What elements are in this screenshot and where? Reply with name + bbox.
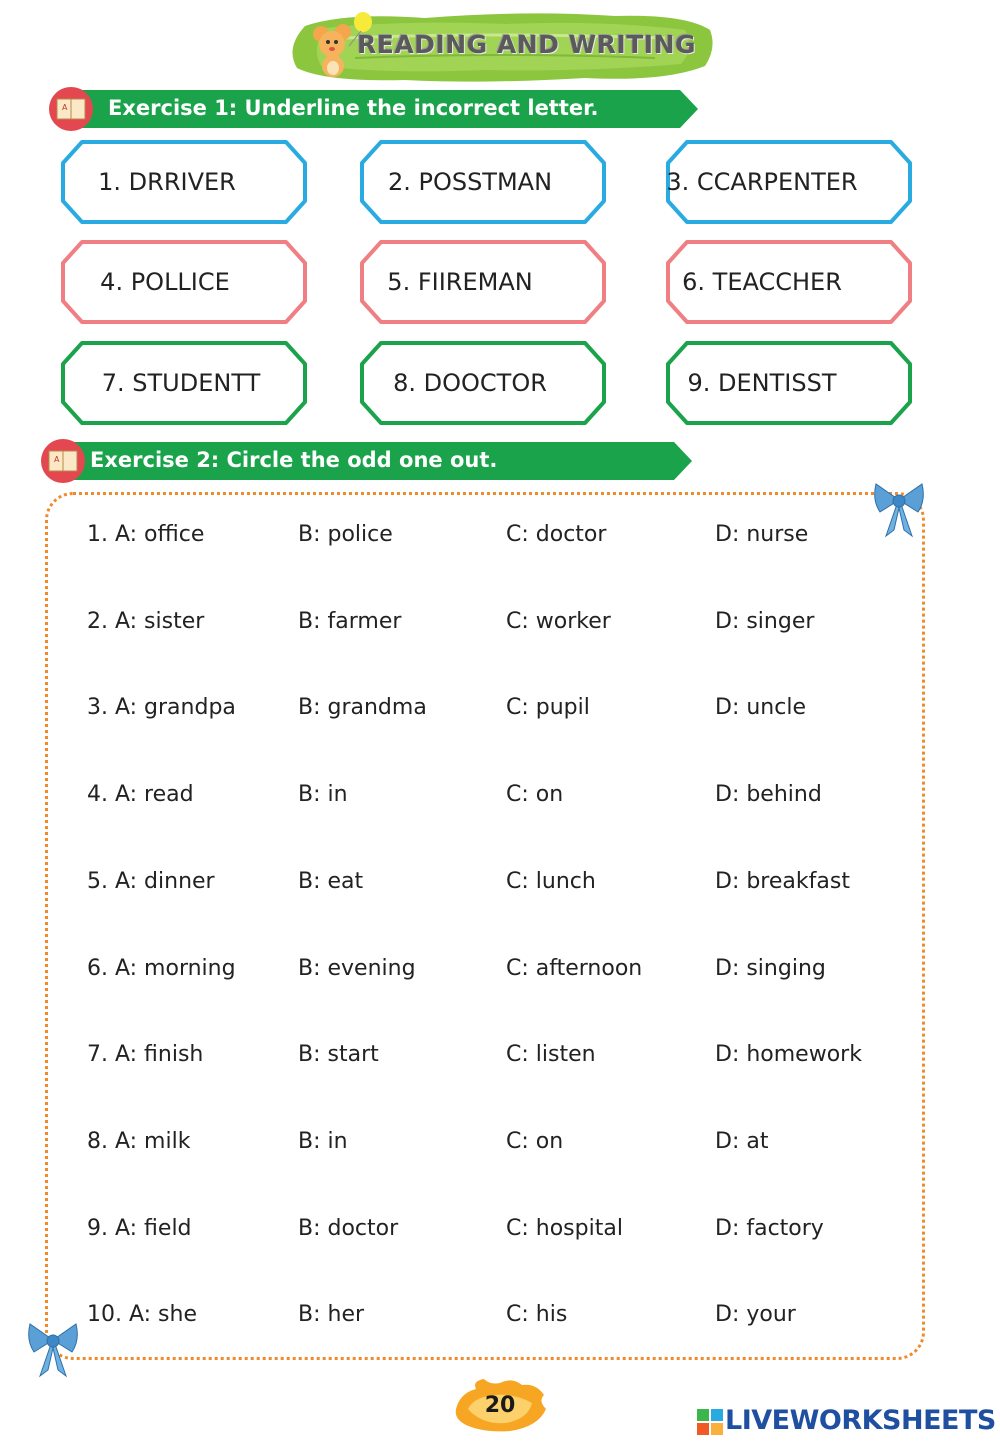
answer-option[interactable]: D: breakfast <box>715 869 850 894</box>
answer-option[interactable]: D: homework <box>715 1042 862 1067</box>
answer-option[interactable]: 10. A: she <box>87 1302 197 1327</box>
word-box[interactable] <box>665 239 913 325</box>
answer-option[interactable]: D: at <box>715 1129 769 1154</box>
word-box[interactable] <box>359 239 607 325</box>
answer-option[interactable]: D: uncle <box>715 695 806 720</box>
word-text: 7. STUDENTT <box>101 369 261 397</box>
answer-option[interactable]: B: doctor <box>298 1216 399 1241</box>
answer-option[interactable]: B: in <box>298 782 348 807</box>
question-row <box>87 782 907 822</box>
word-box[interactable] <box>359 340 607 426</box>
word-box[interactable] <box>60 340 308 426</box>
word-box[interactable] <box>60 239 308 325</box>
answer-option[interactable]: D: singer <box>715 609 815 634</box>
page-title: READING AND WRITING <box>357 30 697 59</box>
answer-option[interactable]: C: lunch <box>506 869 596 894</box>
question-row <box>87 695 907 735</box>
answer-option[interactable]: B: in <box>298 1129 348 1154</box>
exercise1-header <box>48 90 700 128</box>
word-box[interactable] <box>359 139 607 225</box>
question-row <box>87 869 907 909</box>
question-row <box>87 956 907 996</box>
word-text: 4. POLLICE <box>100 268 230 296</box>
brand-name: LIVEWORKSHEETS <box>725 1405 996 1436</box>
answer-option[interactable]: 8. A: milk <box>87 1129 191 1154</box>
answer-option[interactable]: D: nurse <box>715 522 809 547</box>
word-box[interactable] <box>60 139 308 225</box>
page-number: 20 <box>484 1392 516 1418</box>
answer-option[interactable]: 4. A: read <box>87 782 194 807</box>
answer-option[interactable]: B: her <box>298 1302 365 1327</box>
answer-option[interactable]: B: police <box>298 522 393 547</box>
answer-option[interactable]: B: farmer <box>298 609 402 634</box>
answer-option[interactable]: C: his <box>506 1302 568 1327</box>
blocks-logo-icon <box>697 1409 723 1435</box>
word-text: 5. FIIREMAN <box>387 268 533 296</box>
answer-option[interactable]: C: listen <box>506 1042 596 1067</box>
blue-bow-icon <box>26 1318 80 1378</box>
question-row <box>87 1129 907 1169</box>
svg-text:A: A <box>54 455 60 464</box>
book-icon <box>48 86 94 132</box>
page-number-badge <box>450 1375 550 1435</box>
word-text: 3. CCARPENTER <box>666 168 858 196</box>
question-row <box>87 1216 907 1256</box>
answer-option[interactable]: C: on <box>506 782 564 807</box>
answer-option[interactable]: 1. A: office <box>87 522 205 547</box>
answer-option[interactable]: D: singing <box>715 956 826 981</box>
question-row <box>87 522 907 562</box>
word-text: 8. DOOCTOR <box>393 369 547 397</box>
answer-option[interactable]: 6. A: morning <box>87 956 236 981</box>
word-text: 1. DRRIVER <box>98 168 236 196</box>
exercise1-heading: Exercise 1: Underline the incorrect letter. <box>108 96 599 120</box>
answer-option[interactable]: C: pupil <box>506 695 590 720</box>
answer-option[interactable]: 2. A: sister <box>87 609 205 634</box>
word-text: 6. TEACCHER <box>682 268 842 296</box>
answer-option[interactable]: B: evening <box>298 956 416 981</box>
word-text: 2. POSSTMAN <box>387 168 553 196</box>
answer-option[interactable]: B: eat <box>298 869 364 894</box>
svg-text:A: A <box>62 103 68 112</box>
answer-option[interactable]: B: start <box>298 1042 379 1067</box>
exercise2-heading: Exercise 2: Circle the odd one out. <box>90 448 498 472</box>
answer-option[interactable]: C: worker <box>506 609 611 634</box>
answer-option[interactable]: C: on <box>506 1129 564 1154</box>
answer-option[interactable]: 7. A: finish <box>87 1042 204 1067</box>
question-row <box>87 1302 907 1342</box>
title-banner <box>285 8 715 86</box>
answer-option[interactable]: C: afternoon <box>506 956 643 981</box>
answer-option[interactable]: 5. A: dinner <box>87 869 215 894</box>
liveworksheets-logo <box>697 1405 997 1439</box>
answer-option[interactable]: D: your <box>715 1302 796 1327</box>
book-icon <box>40 438 86 484</box>
answer-option[interactable]: D: behind <box>715 782 822 807</box>
answer-option[interactable]: B: grandma <box>298 695 427 720</box>
answer-option[interactable]: 3. A: grandpa <box>87 695 236 720</box>
answer-option[interactable]: D: factory <box>715 1216 824 1241</box>
answer-option[interactable]: C: hospital <box>506 1216 623 1241</box>
exercise2-header <box>40 442 694 480</box>
answer-option[interactable]: C: doctor <box>506 522 607 547</box>
word-text: 9. DENTISST <box>687 369 837 397</box>
question-row <box>87 1042 907 1082</box>
answer-option[interactable]: 9. A: field <box>87 1216 192 1241</box>
word-box[interactable] <box>665 340 913 426</box>
word-box[interactable] <box>665 139 913 225</box>
question-row <box>87 609 907 649</box>
